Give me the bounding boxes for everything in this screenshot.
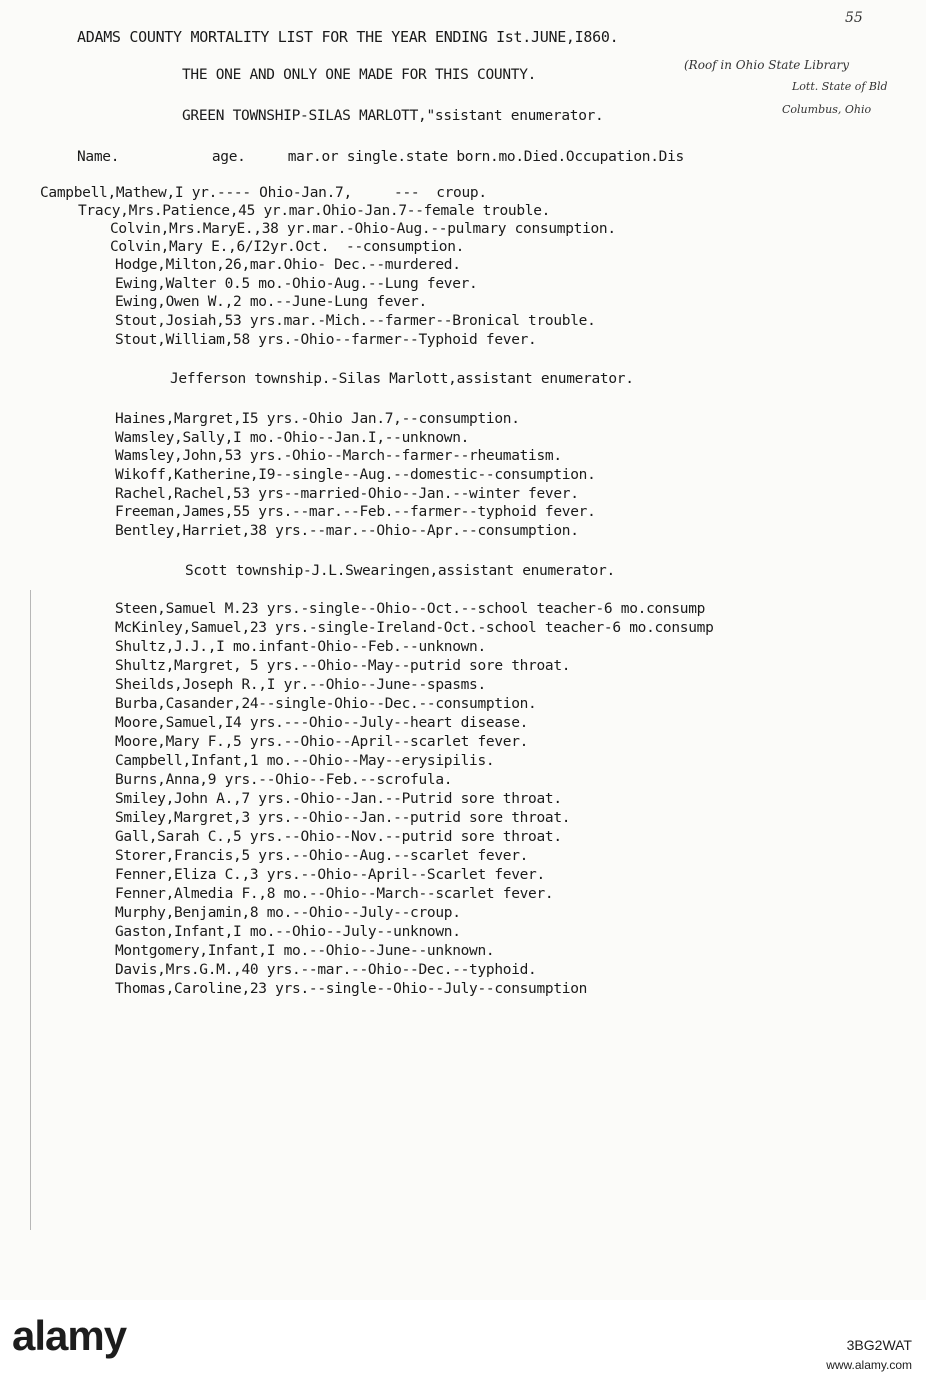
list-item: McKinley,Samuel,23 yrs.-single-Ireland-Oct.-school teacher-6 mo.consump bbox=[115, 620, 714, 636]
list-item: Smiley,John A.,7 yrs.-Ohio--Jan.--Putrid sore throat. bbox=[115, 791, 562, 807]
list-item: Ewing,Owen W.,2 mo.--June-Lung fever. bbox=[115, 294, 427, 310]
list-item: Murphy,Benjamin,8 mo.--Ohio--July--croup. bbox=[115, 905, 461, 921]
list-item: Gaston,Infant,I mo.--Ohio--July--unknown. bbox=[115, 924, 461, 940]
list-item: Wikoff,Katherine,I9--single--Aug.--domestic--consumption. bbox=[115, 467, 596, 483]
township-heading: Jefferson township.-Silas Marlott,assistant enumerator. bbox=[170, 371, 634, 387]
document-title: ADAMS COUNTY MORTALITY LIST FOR THE YEAR ENDING Ist.JUNE,I860. bbox=[77, 28, 619, 46]
township-heading: Scott township-J.L.Swearingen,assistant enumerator. bbox=[185, 563, 615, 579]
list-item: Campbell,Infant,1 mo.--Ohio--May--erysipilis. bbox=[115, 753, 495, 769]
list-item: Haines,Margret,I5 yrs.-Ohio Jan.7,--consumption. bbox=[115, 411, 520, 427]
list-item: Bentley,Harriet,38 yrs.--mar.--Ohio--Apr.--consumption. bbox=[115, 523, 579, 539]
list-item: Campbell,Mathew,I yr.---- Ohio-Jan.7, --- croup. bbox=[40, 185, 487, 201]
list-item: Moore,Mary F.,5 yrs.--Ohio--April--scarlet fever. bbox=[115, 734, 529, 750]
list-item: Rachel,Rachel,53 yrs--married-Ohio--Jan.--winter fever. bbox=[115, 486, 579, 502]
list-item: Shultz,J.J.,I mo.infant-Ohio--Feb.--unknown. bbox=[115, 639, 486, 655]
list-item: Burns,Anna,9 yrs.--Ohio--Feb.--scrofula. bbox=[115, 772, 453, 788]
list-item: Hodge,Milton,26,mar.Ohio- Dec.--murdered. bbox=[115, 257, 461, 273]
list-item: Shultz,Margret, 5 yrs.--Ohio--May--putrid sore throat. bbox=[115, 658, 571, 674]
list-item: Burba,Casander,24--single-Ohio--Dec.--consumption. bbox=[115, 696, 537, 712]
list-item: Stout,Josiah,53 yrs.mar.-Mich.--farmer--Bronical trouble. bbox=[115, 313, 596, 329]
green-township-heading: GREEN TOWNSHIP-SILAS MARLOTT,"ssistant enumerator. bbox=[182, 108, 604, 124]
list-item: Tracy,Mrs.Patience,45 yr.mar.Ohio-Jan.7--female trouble. bbox=[78, 203, 551, 219]
list-item: Colvin,Mrs.MaryE.,38 yr.mar.-Ohio-Aug.--pulmary consumption. bbox=[110, 221, 616, 237]
list-item: Steen,Samuel M.23 yrs.-single--Ohio--Oct.--school teacher-6 mo.consump bbox=[115, 601, 706, 617]
stock-image-id: 3BG2WAT bbox=[846, 1337, 912, 1353]
list-item: Moore,Samuel,I4 yrs.---Ohio--July--heart disease. bbox=[115, 715, 529, 731]
list-item: Thomas,Caroline,23 yrs.--single--Ohio--July--consumption bbox=[115, 981, 588, 997]
column-header: Name. age. mar.or single.state born.mo.Died.Occupation.Dis bbox=[77, 149, 684, 165]
list-item: Freeman,James,55 yrs.--mar.--Feb.--farmer--typhoid fever. bbox=[115, 504, 596, 520]
list-item: Montgomery,Infant,I mo.--Ohio--June--unknown. bbox=[115, 943, 495, 959]
list-item: Ewing,Walter 0.5 mo.-Ohio-Aug.--Lung fever. bbox=[115, 276, 478, 292]
list-item: Gall,Sarah C.,5 yrs.--Ohio--Nov.--putrid sore throat. bbox=[115, 829, 562, 845]
list-item: Stout,William,58 yrs.-Ohio--farmer--Typhoid fever. bbox=[115, 332, 537, 348]
alamy-logo: alamy bbox=[12, 1312, 127, 1359]
watermark-bar bbox=[0, 1300, 926, 1390]
handwritten-note-line-1: (Roof in Ohio State Library bbox=[684, 58, 850, 72]
list-item: Davis,Mrs.G.M.,40 yrs.--mar.--Ohio--Dec.--typhoid. bbox=[115, 962, 537, 978]
list-item: Wamsley,John,53 yrs.-Ohio--March--farmer--rheumatism. bbox=[115, 448, 562, 464]
document-subtitle: THE ONE AND ONLY ONE MADE FOR THIS COUNTY. bbox=[182, 67, 537, 83]
list-item: Storer,Francis,5 yrs.--Ohio--Aug.--scarlet fever. bbox=[115, 848, 529, 864]
list-item: Smiley,Margret,3 yrs.--Ohio--Jan.--putrid sore throat. bbox=[115, 810, 571, 826]
list-item: Fenner,Eliza C.,3 yrs.--Ohio--April--Scarlet fever. bbox=[115, 867, 545, 883]
page-number: 55 bbox=[845, 10, 863, 26]
list-item: Fenner,Almedia F.,8 mo.--Ohio--March--scarlet fever. bbox=[115, 886, 554, 902]
handwritten-note-line-2: Lott. State of Bld bbox=[792, 80, 888, 93]
list-item: Wamsley,Sally,I mo.-Ohio--Jan.I,--unknown. bbox=[115, 430, 470, 446]
list-item: Sheilds,Joseph R.,I yr.--Ohio--June--spasms. bbox=[115, 677, 486, 693]
margin-line bbox=[30, 590, 31, 1230]
stock-url: www.alamy.com bbox=[826, 1358, 912, 1372]
handwritten-note-line-3: Columbus, Ohio bbox=[782, 103, 872, 116]
list-item: Colvin,Mary E.,6/I2yr.Oct. --consumption. bbox=[110, 239, 465, 255]
